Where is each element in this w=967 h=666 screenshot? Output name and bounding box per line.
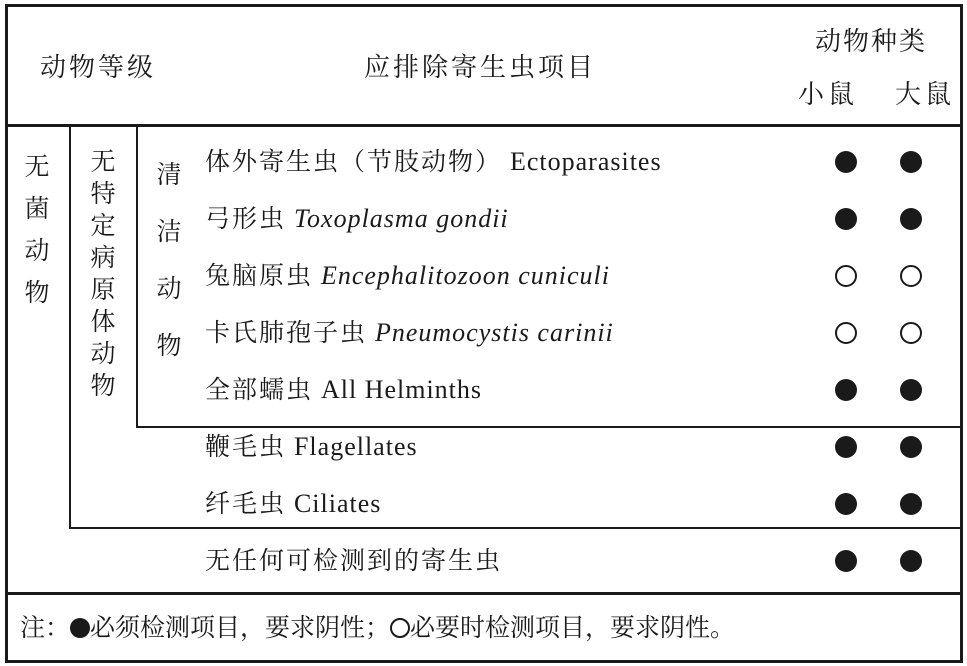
note-prefix: 注： [20, 613, 71, 642]
parasite-name-en: Toxoplasma gondii [293, 204, 509, 233]
parasite-name-cn: 纤毛虫 [205, 489, 287, 518]
level-germfree [22, 146, 52, 314]
filled-circle-icon [900, 493, 922, 515]
level-char: 物 [24, 278, 50, 307]
filled-circle-icon [835, 436, 857, 458]
parasite-name-cn: 全部蠕虫 [205, 375, 314, 404]
border-left [5, 4, 8, 663]
parasite-name-cn: 无任何可检测到的寄生虫 [205, 546, 503, 575]
level-char: 特 [90, 179, 116, 208]
note-required: 必须检测项目，要求阴性； [90, 613, 391, 642]
parasite-item [205, 375, 482, 405]
hollow-circle-icon [900, 322, 922, 344]
border-top [5, 4, 963, 7]
legend-note [20, 613, 735, 643]
parasite-name-cn: 兔脑原虫 [205, 261, 314, 290]
parasite-item [205, 204, 509, 234]
filled-circle-icon [835, 379, 857, 401]
filled-circle-icon [900, 208, 922, 230]
header-level: 动物等级 [40, 53, 157, 83]
parasite-name-en: Encephalitozoon cuniculi [320, 261, 610, 290]
parasite-item [205, 432, 418, 462]
clean-bottom [136, 426, 963, 428]
parasite-name-en: Flagellates [293, 432, 418, 461]
parasite-name-cn: 鞭毛虫 [205, 432, 287, 461]
level-char: 无 [90, 147, 116, 176]
filled-circle-icon [900, 550, 922, 572]
header-rat: 大鼠 [895, 80, 956, 110]
level-char: 清 [156, 160, 182, 189]
header-species: 动物种类 [815, 27, 928, 57]
parasite-name-cn: 弓形虫 [205, 204, 287, 233]
hollow-circle-icon [835, 265, 857, 287]
parasite-item [205, 147, 662, 177]
parasite-item [205, 546, 502, 576]
parasite-name-en: Ciliates [293, 489, 382, 518]
level-char: 病 [90, 243, 116, 272]
parasite-item [205, 489, 381, 519]
level-char: 动 [156, 274, 182, 303]
level-char: 体 [90, 307, 116, 336]
level-char: 无 [24, 152, 50, 181]
note-divider [5, 592, 963, 595]
filled-circle-icon [835, 151, 857, 173]
level-char: 原 [90, 275, 116, 304]
note-optional: 必要时检测项目，要求阴性。 [410, 613, 736, 642]
clean-left [136, 124, 138, 428]
filled-circle-icon [900, 151, 922, 173]
level-char: 物 [90, 371, 116, 400]
header-item: 应排除寄生虫项目 [364, 53, 597, 83]
parasite-name-en: All Helminths [320, 375, 483, 404]
level-char: 洁 [156, 217, 182, 246]
header-divider [5, 124, 963, 127]
parasite-name-en: Ectoparasites [509, 147, 662, 176]
spf-bottom [69, 527, 963, 529]
level-char: 物 [156, 331, 182, 360]
parasite-name-cn: 卡氏肺孢子虫 [205, 318, 368, 347]
level-spf [88, 146, 118, 402]
filled-circle-icon [900, 436, 922, 458]
filled-circle-icon [70, 618, 90, 638]
filled-circle-icon [900, 379, 922, 401]
level-char: 菌 [24, 194, 50, 223]
filled-circle-icon [835, 493, 857, 515]
parasite-name-en: Pneumocystis carinii [374, 318, 614, 347]
level-clean [154, 146, 184, 374]
parasite-item [205, 261, 610, 291]
hollow-circle-icon [900, 265, 922, 287]
level-char: 动 [90, 339, 116, 368]
hollow-circle-icon [390, 618, 410, 638]
level-char: 动 [24, 236, 50, 265]
filled-circle-icon [835, 550, 857, 572]
border-bottom [5, 660, 963, 663]
hollow-circle-icon [835, 322, 857, 344]
level-char: 定 [90, 211, 116, 240]
spf-left [69, 124, 71, 529]
parasite-name-cn: 体外寄生虫（节肢动物） [205, 147, 503, 176]
filled-circle-icon [835, 208, 857, 230]
border-right [960, 4, 963, 663]
parasite-item [205, 318, 614, 348]
header-mouse: 小鼠 [798, 80, 859, 110]
